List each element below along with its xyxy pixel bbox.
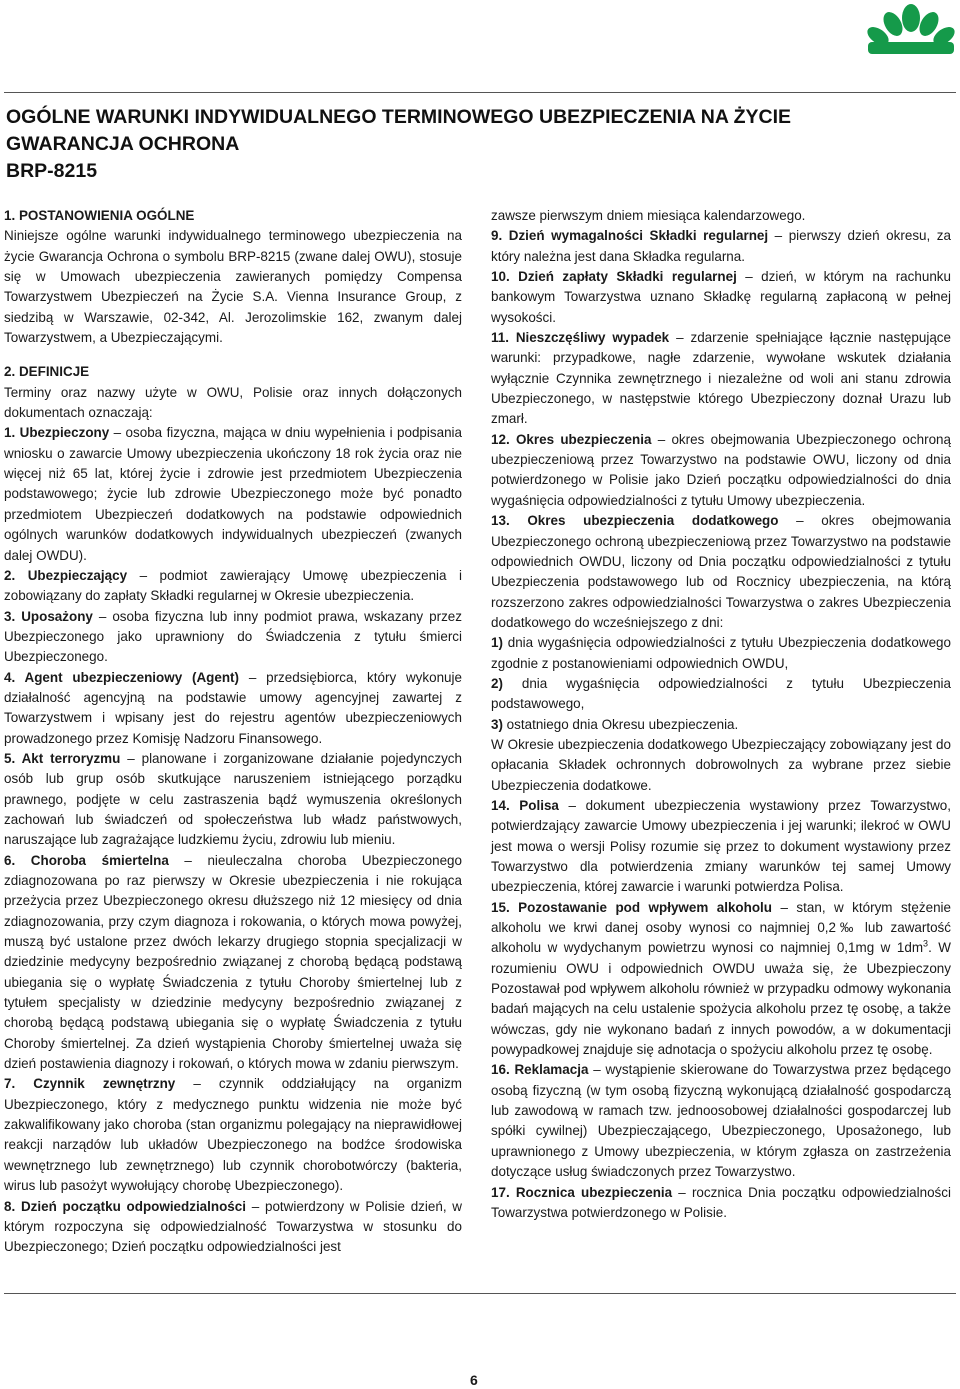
definition-term: 16. Reklamacja bbox=[491, 1062, 589, 1078]
definition-text: – zdarzenie spełniające łącznie następujące warunki: przypadkowe, nagłe zdarzenie, wywołane wskutek działania wyłącznie Czynnika zewnętrznego i niezależne od woli ani stanu zdrowia Ubezpieczonego, w następstwie którego Ubezpieczony doznał Urazu lub zmarł. bbox=[491, 330, 951, 427]
definition-7 bbox=[4, 1074, 462, 1196]
definition-term: 14. Polisa bbox=[491, 797, 559, 813]
definition-term: 2. Ubezpieczający bbox=[4, 567, 128, 583]
definition-text: – osoba fizyczna, mająca w dniu wypełnienia i podpisania wniosku o zawarcie Umowy ubezpieczenia ukończony 18 rok życia oraz nie więcej niż 65 lat, której życie i zdrowie jest przedmiotem Ubezpieczenia podstawowego; życie lub zdrowie Ubezpieczonego może być ponadto przedmiotem Ubezpieczeń dodatkowych na podstawie odpowiednich ogólnych warunków dodatkowych indywidualnych ubezpieczeń (zwanych dalej OWDU). bbox=[4, 425, 463, 563]
page-number: 6 bbox=[470, 1372, 478, 1388]
definition-term: 15. Pozostawanie pod wpływem alkoholu bbox=[491, 899, 773, 915]
definition-text: – stan, w którym stężenie alkoholu we krwi danej osoby wynosi co najmniej 0,2‰ lub zawartość alkoholu w wydychanym powietrzu wynosi co najmniej 0,1mg w 1dm bbox=[491, 899, 951, 956]
list-number: 3) bbox=[491, 716, 503, 732]
definition-term: 5. Akt terroryzmu bbox=[4, 750, 121, 766]
definition-3 bbox=[4, 607, 462, 668]
definition-term: 12. Okres ubezpieczenia bbox=[491, 431, 652, 447]
title-line-1: OGÓLNE WARUNKI INDYWIDUALNEGO TERMINOWEGO UBEZPIECZENIA NA ŻYCIE bbox=[6, 106, 792, 128]
right-column bbox=[491, 206, 951, 1223]
definition-17 bbox=[491, 1183, 951, 1224]
definition-term: 1. Ubezpieczony bbox=[4, 425, 110, 441]
definition-text-cont: . W rozumieniu OWU i odpowiednich OWDU uważa się, że Ubezpieczony Pozostawał pod wpływem alkoholu również w przypadku odmowy wykonania badań mających na celu ustalenie spożycia alkoholu przez tę osobę, a także wówczas, gdy nie wykonano badań z innych powodów, a w dokumentacji powypadkowej znajduje się adnotacja o spożyciu alkoholu przez tę osobę. bbox=[491, 940, 951, 1058]
section-2-heading: 2. DEFINICJE bbox=[4, 364, 90, 380]
definition-6 bbox=[4, 851, 462, 1075]
definition-term: 6. Choroba śmiertelna bbox=[4, 852, 169, 868]
definition-text: – pierwszy dzień okresu, za który należna jest dana Składka regularna. bbox=[491, 228, 951, 264]
definition-10 bbox=[491, 267, 951, 328]
definition-8 bbox=[4, 1197, 462, 1258]
definition-9 bbox=[491, 226, 951, 267]
definition-4 bbox=[4, 668, 462, 749]
title-line-2: GWARANCJA OCHRONA bbox=[6, 133, 240, 155]
definition-term: 7. Czynnik zewnętrzny bbox=[4, 1076, 176, 1092]
definition-text: – dokument ubezpieczenia wystawiony przez Towarzystwo, potwierdzający zawarcie Umowy ubezpieczenia i jej warunki; ilekroć w OWU jest mowa o wersji Polisy rozumie się przez to dokument wystawiony przez Towarzystwo dla potwierdzenia zmiany warunków tej samej Umowy ubezpieczenia, której zawarcie i warunki potwierdza Polisa. bbox=[491, 797, 951, 895]
definition-term: 10. Dzień zapłaty Składki regularnej bbox=[491, 269, 737, 285]
definition-text: – podmiot zawierający Umowę ubezpieczenia i zobowiązany do zapłaty Składki regularnej w Okresie ubezpieczenia. bbox=[4, 567, 463, 604]
definition-text: – rocznica Dnia początku odpowiedzialności Towarzystwa potwierdzonego w Polisie. bbox=[491, 1184, 951, 1220]
definition-text: – okres obejmowania Ubezpieczonego ochroną ubezpieczeniową przez Towarzystwo na podstawie odpowiednich OWDU, liczony od Dnia początku odpowiedzialności z tytułu Ubezpieczenia podstawowego lub od Rocznicy ubezpieczenia, na którą rozszerzono zakres odpowiedzialności Towarzystwa o zakres Ubezpieczenia dodatkowego do wcześniejszego z dni: bbox=[491, 513, 951, 630]
list-number: 1) bbox=[491, 635, 503, 651]
list-text: dnia wygaśnięcia odpowiedzialności z tytułu Ubezpieczenia dodatkowego zgodnie z postanowieniami odpowiednich OWDU, bbox=[491, 635, 951, 671]
top-divider bbox=[4, 92, 956, 93]
definition-text: – nieuleczalna choroba Ubezpieczonego zdiagnozowana po raz pierwszy w Okresie ubezpieczenia i nie rokująca przeżycia przez Ubezpieczonego okresu dłuższego niż 12 miesięcy od dnia zdiagnozowania, przy czym diagnoza i rokowania, o których mowa powyżej, muszą być ustalone przez dwóch lekarzy drugiego stopnia specjalizacji w dziedzinie medycyny bezpośrednio związanej z chorobą będącą podstawą ubiegania się o wypłatę Świadczenia z tytułu Choroby śmiertelnej lub z tytułem specjalisty w dziedzinie medycyny bezpośrednio związanej z chorobą będącą podstawą ubiegania się o wypłatę Świadczenia z tytułu Choroby śmiertelnej. Za dzień wystąpienia Choroby śmiertelnej uważa się dzień postawienia diagnozy i rokowań, o których mowa w zdaniu pierwszym. bbox=[4, 852, 462, 1072]
superscript: 3 bbox=[923, 938, 929, 949]
document-title bbox=[6, 104, 946, 185]
definition-text: – dzień, w którym na rachunku bankowym Towarzystwa uznano Składkę regularną zapłaconą w pełnej wysokości. bbox=[491, 269, 951, 325]
definition-term: 13. Okres ubezpieczenia dodatkowego bbox=[491, 513, 779, 529]
definition-text: – planowane i zorganizowane działanie pojedynczych osób lub grup osób skutkujące naruszeniem istniejącego porządku prawnego, podjęte w celu zastraszenia bądź wymuszenia określonych zachowań lub świadczeń od społeczeństwa lub władz państwowych, naruszające lub zagrażające ludzkiemu życiu, zdrowiu lub mieniu. bbox=[4, 750, 462, 848]
definition-text: – okres obejmowania Ubezpieczonego ochroną ubezpieczeniową przez Towarzystwo na podstawie OWU, liczony od dnia potwierdzonego w Polisie jako Dzień początku odpowiedzialności do dnia wygaśnięcia odpowiedzialności z tytułu Umowy ubezpieczenia. bbox=[491, 431, 951, 508]
definition-text: – wystąpienie skierowane do Towarzystwa przez będącego osobą fizyczną (w tym osobą fizyczną wykonującą działalność gospodarczą lub zawodową w ramach tzw. jednoosobowej działalności gospodarczej lub spółki cywilnej) Ubezpieczającego, Ubezpieczonego, Uposażonego, lub uprawnionego z Umowy ubezpieczenia, w którym zgłasza on zastrzeżenia dotyczące usług świadczonych przez Towarzystwo. bbox=[491, 1062, 952, 1180]
definition-term: 4. Agent ubezpieczeniowy (Agent) bbox=[4, 669, 239, 685]
definition-text: – osoba fizyczna lub inny podmiot prawa, wskazany przez Ubezpieczonego jako uprawniony do Świadczenia z tytułu śmierci Ubezpieczonego. bbox=[4, 608, 462, 665]
definition-text: – czynnik oddziałujący na organizm Ubezpieczonego, który z medycznego punktu widzenia nie może być zakwalifikowany jako choroba (stan organizmu polegający na nieprawidłowej reakcji narządów lub układów Ubezpieczonego na bodźce środowiska wewnętrznego lub zewnętrznego) lub czynnik chorobotwórczy (bakteria, wirus lub pasożyt wywołujący chorobę Ubezpieczonego). bbox=[4, 1076, 462, 1194]
list-text: dnia wygaśnięcia odpowiedzialności z tytułu Ubezpieczenia podstawowego, bbox=[491, 675, 951, 712]
definition-8-continued: zawsze pierwszym dniem miesiąca kalendarzowego. bbox=[491, 208, 806, 223]
definition-1 bbox=[4, 423, 462, 565]
definition-12 bbox=[491, 430, 951, 511]
list-number: 2) bbox=[491, 675, 503, 691]
section-2-intro: Terminy oraz nazwy użyte w OWU, Polisie oraz innych dołączonych dokumentach oznaczają: bbox=[4, 384, 462, 421]
section-1-heading: 1. POSTANOWIENIA OGÓLNE bbox=[4, 208, 195, 223]
left-column bbox=[4, 206, 462, 1258]
definition-term: 9. Dzień wymagalności Składki regularnej bbox=[491, 228, 769, 244]
definition-term: 8. Dzień początku odpowiedzialności bbox=[4, 1198, 246, 1214]
definition-13 bbox=[491, 511, 951, 633]
definition-term: 17. Rocznica ubezpieczenia bbox=[491, 1184, 673, 1200]
definition-2 bbox=[4, 566, 462, 607]
definition-13-item-2 bbox=[491, 674, 951, 715]
definition-5 bbox=[4, 749, 462, 851]
definition-15 bbox=[491, 898, 951, 1061]
definition-11 bbox=[491, 328, 951, 430]
leaf-fan-logo-icon bbox=[862, 2, 960, 54]
definition-13-item-1 bbox=[491, 633, 951, 674]
section-1-text: Niniejsze ogólne warunki indywidualnego terminowego ubezpieczenia na życie Gwarancja Ochrona o symbolu BRP-8215 (zwane dalej OWU), stosuje się w Umowach ubezpieczenia zawieranych pomiędzy Compensa Towarzystwem Ubezpieczeń na Życie S.A. Vienna Insurance Group, z siedzibą w Warszawie, 02-342, Al. Jerozolimskie 162, zwanym dalej Towarzystwem, a Ubezpieczającymi. bbox=[4, 228, 462, 346]
title-line-3: BRP-8215 bbox=[6, 160, 98, 182]
definition-term: 11. Nieszczęśliwy wypadek bbox=[491, 330, 670, 346]
definition-text: – potwierdzony w Polisie dzień, w którym rozpoczyna się odpowiedzialność Towarzystwa w stosunku do Ubezpieczonego; Dzień początku odpowiedzialności jest bbox=[4, 1198, 463, 1255]
list-text: ostatniego dnia Okresu ubezpieczenia. bbox=[502, 716, 739, 732]
bottom-divider bbox=[4, 1293, 956, 1294]
definition-term: 3. Uposażony bbox=[4, 608, 93, 624]
definition-13-item-3 bbox=[491, 715, 951, 735]
definition-14 bbox=[491, 796, 951, 898]
definition-text: – przedsiębiorca, który wykonuje działalność agencyjną na podstawie umowy agencyjnej zawartej z Towarzystwem i wpisany jest do rejestru agentów ubezpieczeniowych prowadzonego przez Komisję Nadzoru Finansowego. bbox=[4, 669, 462, 746]
definition-16 bbox=[491, 1060, 951, 1182]
definition-13-note: W Okresie ubezpieczenia dodatkowego Ubezpieczający zobowiązany jest do opłacania Składek ochronnych dobrowolnych za wybrane przez siebie Ubezpieczenia dodatkowe. bbox=[491, 736, 951, 793]
